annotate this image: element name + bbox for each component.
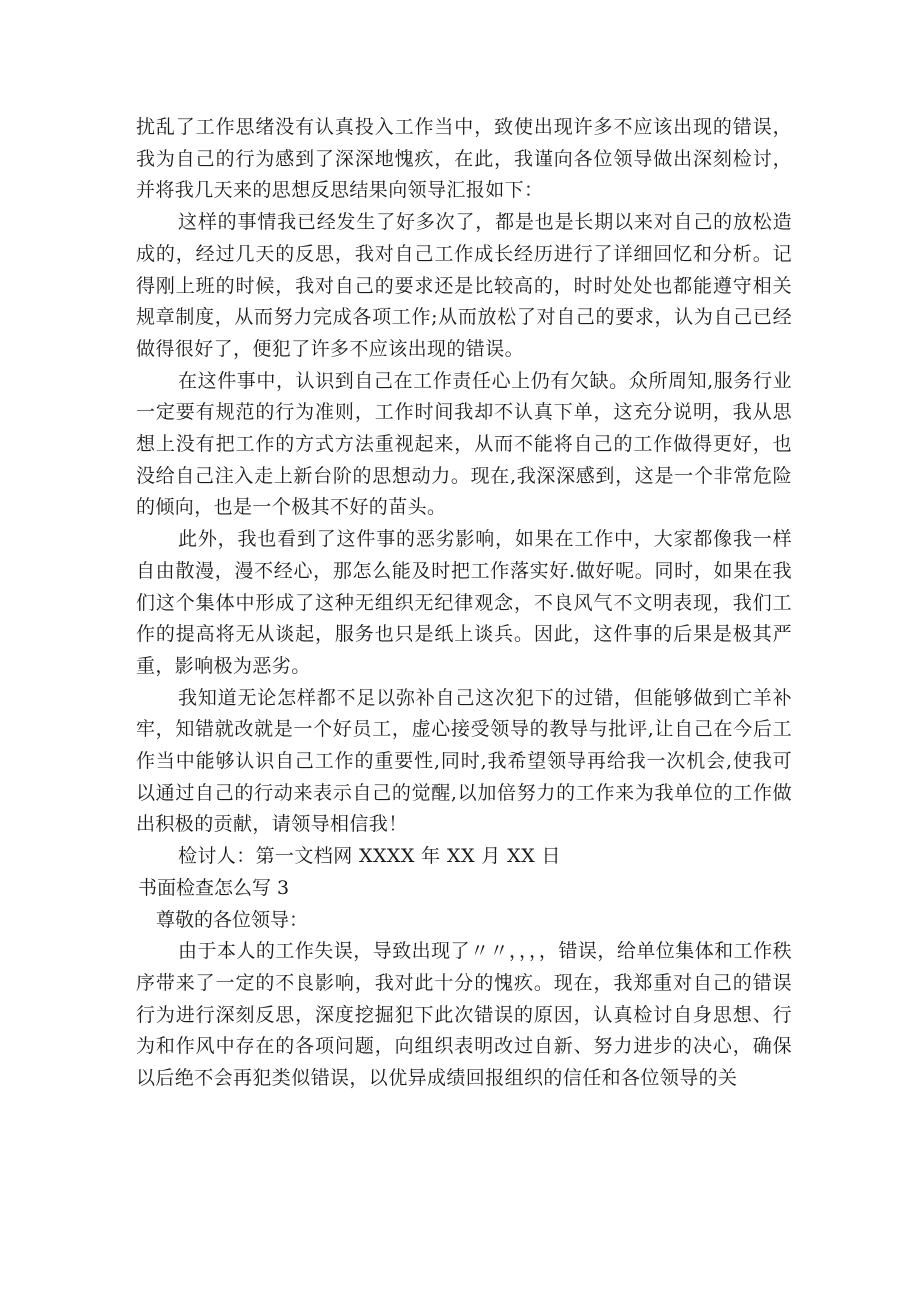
salutation: 尊敬的各位领导： [156, 908, 309, 931]
paragraph-1: 扰乱了工作思绪没有认真投入工作当中，致使出现许多不应该出现的错误，我为自己的行为感到了深深地愧疚，在此，我谨向各位领导做出深刻检讨，并将我几天来的思想反思结果向领导汇报如下： [136, 116, 792, 202]
paragraph-4: 此外，我也看到了这件事的恶劣影响，如果在工作中，大家都像我一样自由散漫，漫不经心，那怎么能及时把工作落实好.做好呢。同时，如果在我们这个集体中形成了这种无组织无纪律观念，不良风气不文明表现，我们工作的提高将无从谈起，服务也只是纸上谈兵。因此，这件事的后果是极其严重，影响极为恶劣。 [136, 528, 792, 677]
paragraph-2: 这样的事情我已经发生了好多次了，都是也是长期以来对自己的放松造成的，经过几天的反思，我对自己工作成长经历进行了详细回忆和分析。记得刚上班的时候，我对自己的要求还是比较高的，时时处处也都能遵守相关规章制度，从而努力完成各项工作;从而放松了对自己的要求，认为自己已经做得很好了，便犯了许多不应该出现的错误。 [136, 211, 792, 360]
paragraph-5: 我知道无论怎样都不足以弥补自己这次犯下的过错，但能够做到亡羊补牢，知错就改就是一个好员工，虚心接受领导的教导与批评,让自己在今后工作当中能够认识自己工作的重要性,同时,我希望领导再给我一次机会,使我可以通过自己的行动来表示自己的觉醒,以加倍努力的工作来为我单位的工作做出积极的贡献，请领导相信我！ [136, 686, 792, 836]
signature-line: 检讨人：第一文档网 XXXX 年 XX 月 XX 日 [178, 845, 561, 868]
section-paragraph-1: 由于本人的工作失误，导致出现了〃〃，，，，错误，给单位集体和工作秩序带来了一定的不良影响，我对此十分的愧疚。现在，我郑重对自己的错误行为进行深刻反思，深度挖掘犯下此次错误的原因，认真检讨自身思想、行为和作风中存在的各项问题，向组织表明改过自新、努力进步的决心，确保以后绝不会再犯类似错误，以优异成绩回报组织的信任和各位领导的关 [136, 940, 792, 1090]
document-page [136, 112, 792, 1095]
paragraph-3: 在这件事中，认识到自己在工作责任心上仍有欠缺。众所周知,服务行业一定要有规范的行为准则，工作时间我却不认真下单，这充分说明，我从思想上没有把工作的方式方法重视起来，从而不能将自己的工作做得更好，也没给自己注入走上新台阶的思想动力。现在,我深深感到，这是一个非常危险的倾向，也是一个极其不好的苗头。 [136, 369, 792, 519]
section-heading: 书面检查怎么写 3 [138, 876, 290, 899]
